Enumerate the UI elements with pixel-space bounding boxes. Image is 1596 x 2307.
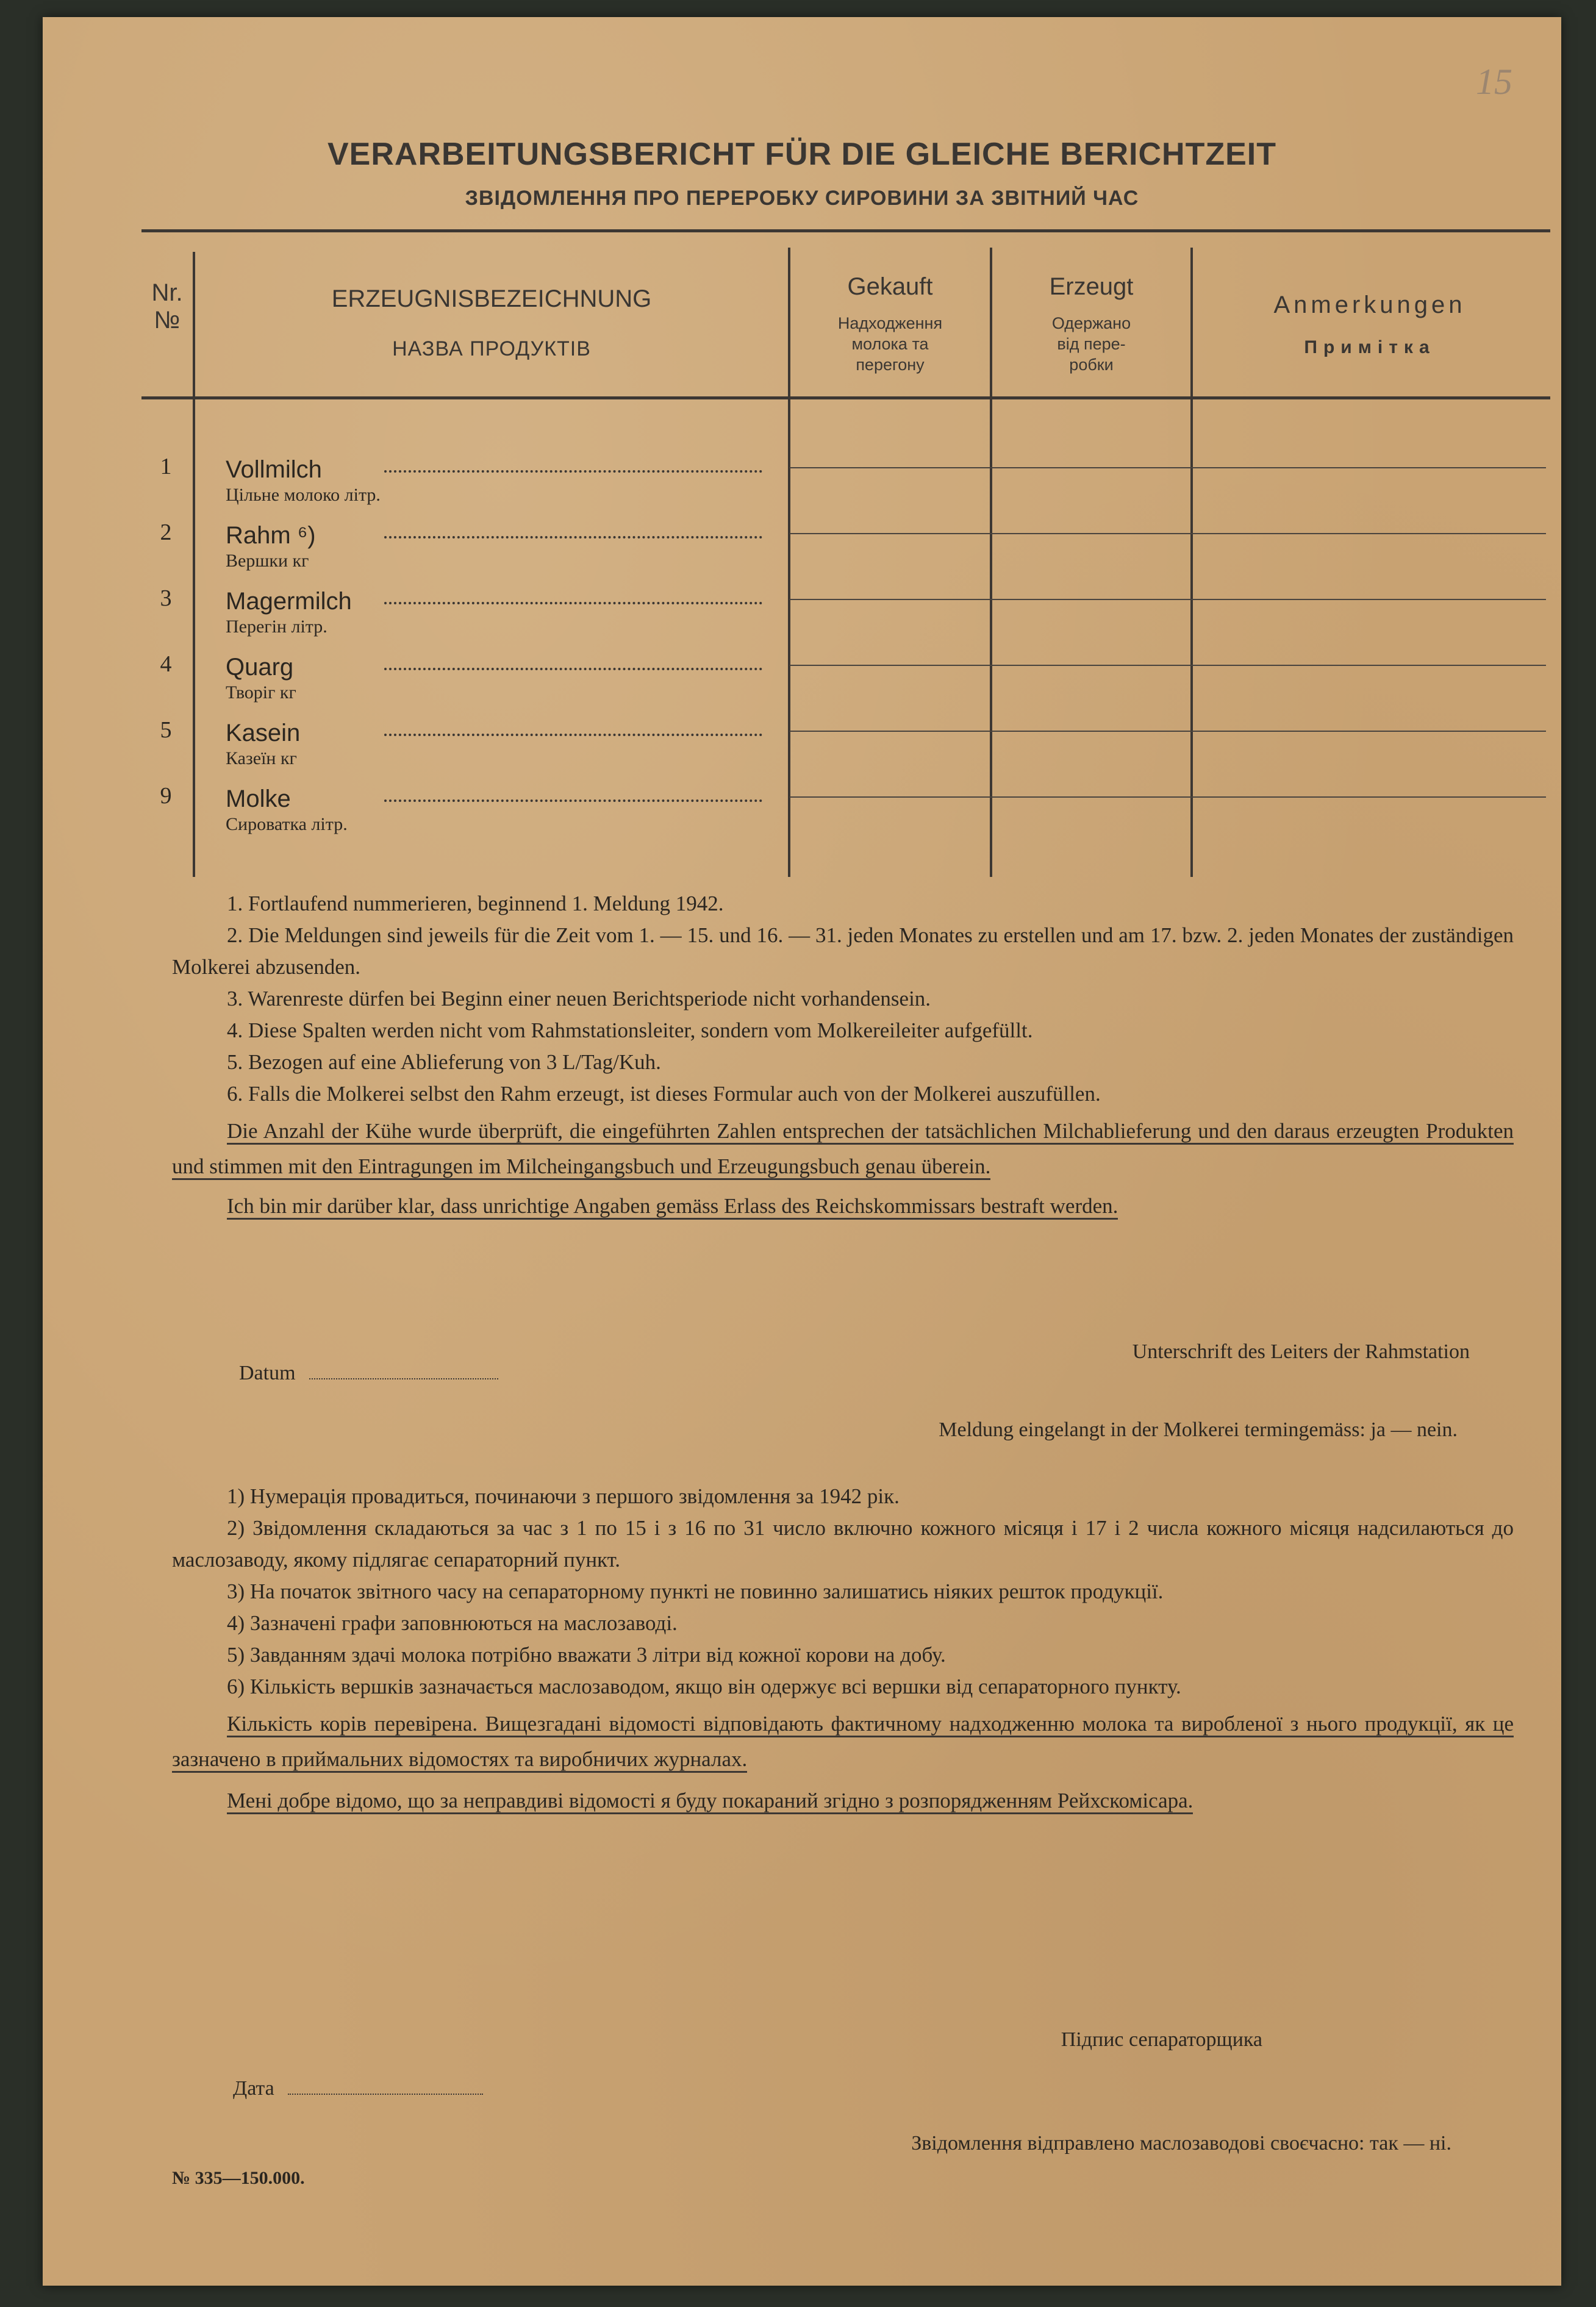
note-de-3: 3. Warenreste dürfen bei Beginn einer neuen Berichtsperiode nicht vorhandensein. xyxy=(227,987,931,1010)
corner-number: 15 xyxy=(1476,62,1512,102)
date-line-de[interactable] xyxy=(309,1378,498,1379)
row-number: 9 xyxy=(160,783,172,809)
col-header-product: ERZEUGNISBEZEICHNUNG НАЗВА ПРОДУКТІВ xyxy=(331,285,652,360)
note-de-1: 1. Fortlaufend nummerieren, beginnend 1. Meldung 1942. xyxy=(227,892,724,915)
note-de-6: 6. Falls die Molkerei selbst den Rahm erzeugt, ist dieses Formular auch von der Molkerei auszufüllen. xyxy=(227,1082,1101,1106)
made-cell[interactable] xyxy=(992,707,1190,768)
col-header-made: Erzeugt Одержано від пере- робки xyxy=(1049,273,1134,374)
date-line-uk[interactable] xyxy=(288,2094,483,2095)
bought-cell[interactable] xyxy=(790,642,990,703)
received-note-de: Meldung eingelangt in der Molkerei termingemäss: ja — nein. xyxy=(939,1418,1458,1441)
declaration-uk-1: Кількість корів перевірена. Вищезгадані відомості відповідають фактичному надходженню молока та виробленої з нього продукції, як це зазначено в приймальних відомостях та виробничих журналах. xyxy=(172,1706,1514,1777)
note-de-4: 4. Diese Spalten werden nicht vom Rahmstationsleiter, sondern vom Molkereileiter aufgefüllt. xyxy=(227,1018,1033,1042)
declaration-de-2: Ich bin mir darüber klar, dass unrichtige Angaben gemäss Erlass des Reichskommissars bestraft werden. xyxy=(172,1190,1514,1222)
row-number: 2 xyxy=(160,520,172,545)
date-field-de[interactable]: Datum xyxy=(239,1362,498,1385)
product-name-de: Vollmilch xyxy=(226,456,322,483)
made-cell[interactable] xyxy=(992,576,1190,637)
row-number: 3 xyxy=(160,585,172,611)
product-name-uk: Сироватка літр. xyxy=(226,814,348,834)
print-code: № 335—150.000. xyxy=(172,2168,305,2188)
bought-cell[interactable] xyxy=(790,773,990,834)
note-uk-1: 1) Нумерація провадиться, починаючи з першого звідомлення за 1942 рік. xyxy=(227,1484,900,1508)
form-sheet xyxy=(43,17,1561,2286)
sent-note-uk: Звідомлення відправлено маслозаводові своєчасно: так — ні. xyxy=(911,2132,1451,2155)
row-number: 4 xyxy=(160,651,172,677)
note-uk-4: 4) Зазначені графи заповнюються на маслозаводі. xyxy=(227,1611,678,1635)
report-title-de: VERARBEITUNGSBERICHT FÜR DIE GLEICHE BERICHTZEIT xyxy=(327,137,1277,172)
note-de-2: 2. Die Meldungen sind jeweils für die Zeit vom 1. — 15. und 16. — 31. jeden Monates zu erstellen und am 17. bzw. 2. jeden Monates der zuständigen Molkerei abzusenden. xyxy=(172,923,1514,979)
col-header-notes: Anmerkungen Примітка xyxy=(1273,292,1466,357)
notes-cell[interactable] xyxy=(1193,642,1547,703)
product-name-de: Magermilch xyxy=(226,588,352,615)
date-field-uk[interactable]: Дата xyxy=(233,2077,483,2100)
declaration-de-1: Die Anzahl der Kühe wurde überprüft, die eingeführten Zahlen entsprechen der tatsächlichen Milchablieferung und den daraus erzeugten Produkten und stimmen mit den Eintragungen im Milcheingangsbuch und Erzeugungsbuch genau überein. xyxy=(172,1114,1514,1184)
product-name-de: Rahm ⁶) xyxy=(226,522,316,549)
signature-label-uk: Підпис сепараторщика xyxy=(1061,2028,1262,2051)
leader-dots xyxy=(384,799,762,802)
col-header-bought: Gekauft Надходження молока та перегону xyxy=(837,273,943,374)
leader-dots xyxy=(384,536,762,538)
signature-label-de: Unterschrift des Leiters der Rahmstation xyxy=(1132,1340,1470,1363)
notes-cell[interactable] xyxy=(1193,576,1547,637)
note-de-5: 5. Bezogen auf eine Ablieferung von 3 L/Tag/Kuh. xyxy=(227,1050,661,1074)
note-uk-5: 5) Завданням здачі молока потрібно вважати 3 літри від кожної корови на добу. xyxy=(227,1643,946,1667)
notes-uk xyxy=(172,1481,1514,1819)
bought-cell[interactable] xyxy=(790,444,990,505)
made-cell[interactable] xyxy=(992,444,1190,505)
note-uk-2: 2) Звідомлення складаються за час з 1 по 15 і з 16 по 31 число включно кожного місяця і 17 і 2 числа кожного місяця надсилаються до маслозаводу, якому підлягає сепараторний пункт. xyxy=(172,1516,1514,1572)
col-header-nr: Nr. № xyxy=(151,279,183,334)
product-name-de: Kasein xyxy=(226,720,301,746)
product-name-de: Molke xyxy=(226,785,291,812)
bought-cell[interactable] xyxy=(790,707,990,768)
row-number: 5 xyxy=(160,717,172,743)
made-cell[interactable] xyxy=(992,642,1190,703)
product-name-uk: Творіг кг xyxy=(226,682,296,703)
made-cell[interactable] xyxy=(992,510,1190,571)
product-name-de: Quarg xyxy=(226,654,294,681)
notes-cell[interactable] xyxy=(1193,444,1547,505)
notes-cell[interactable] xyxy=(1193,510,1547,571)
leader-dots xyxy=(384,602,762,604)
note-uk-3: 3) На початок звітного часу на сепараторному пункті не повинно залишатись ніяких решток продукції. xyxy=(227,1579,1164,1603)
product-name-uk: Казеїн кг xyxy=(226,748,297,768)
notes-de xyxy=(172,888,1514,1222)
declaration-uk-2: Мені добре відомо, що за неправдиві відомості я буду покараний згідно з розпорядженням Рейхскомісара. xyxy=(172,1783,1514,1819)
leader-dots xyxy=(384,734,762,736)
leader-dots xyxy=(384,668,762,670)
product-name-uk: Перегін літр. xyxy=(226,617,327,637)
product-name-uk: Вершки кг xyxy=(226,551,309,571)
row-number: 1 xyxy=(160,454,172,479)
notes-cell[interactable] xyxy=(1193,707,1547,768)
product-name-uk: Цільне молоко літр. xyxy=(226,485,381,505)
bought-cell[interactable] xyxy=(790,576,990,637)
made-cell[interactable] xyxy=(992,773,1190,834)
leader-dots xyxy=(384,470,762,473)
notes-cell[interactable] xyxy=(1193,773,1547,834)
note-uk-6: 6) Кількість вершків зазначається маслозаводом, якщо він одержує всі вершки від сепараторного пункту. xyxy=(227,1675,1181,1698)
bought-cell[interactable] xyxy=(790,510,990,571)
report-title-uk: ЗВІДОМЛЕННЯ ПРО ПЕРЕРОБКУ СИРОВИНИ ЗА ЗВІТНИЙ ЧАС xyxy=(465,187,1139,210)
